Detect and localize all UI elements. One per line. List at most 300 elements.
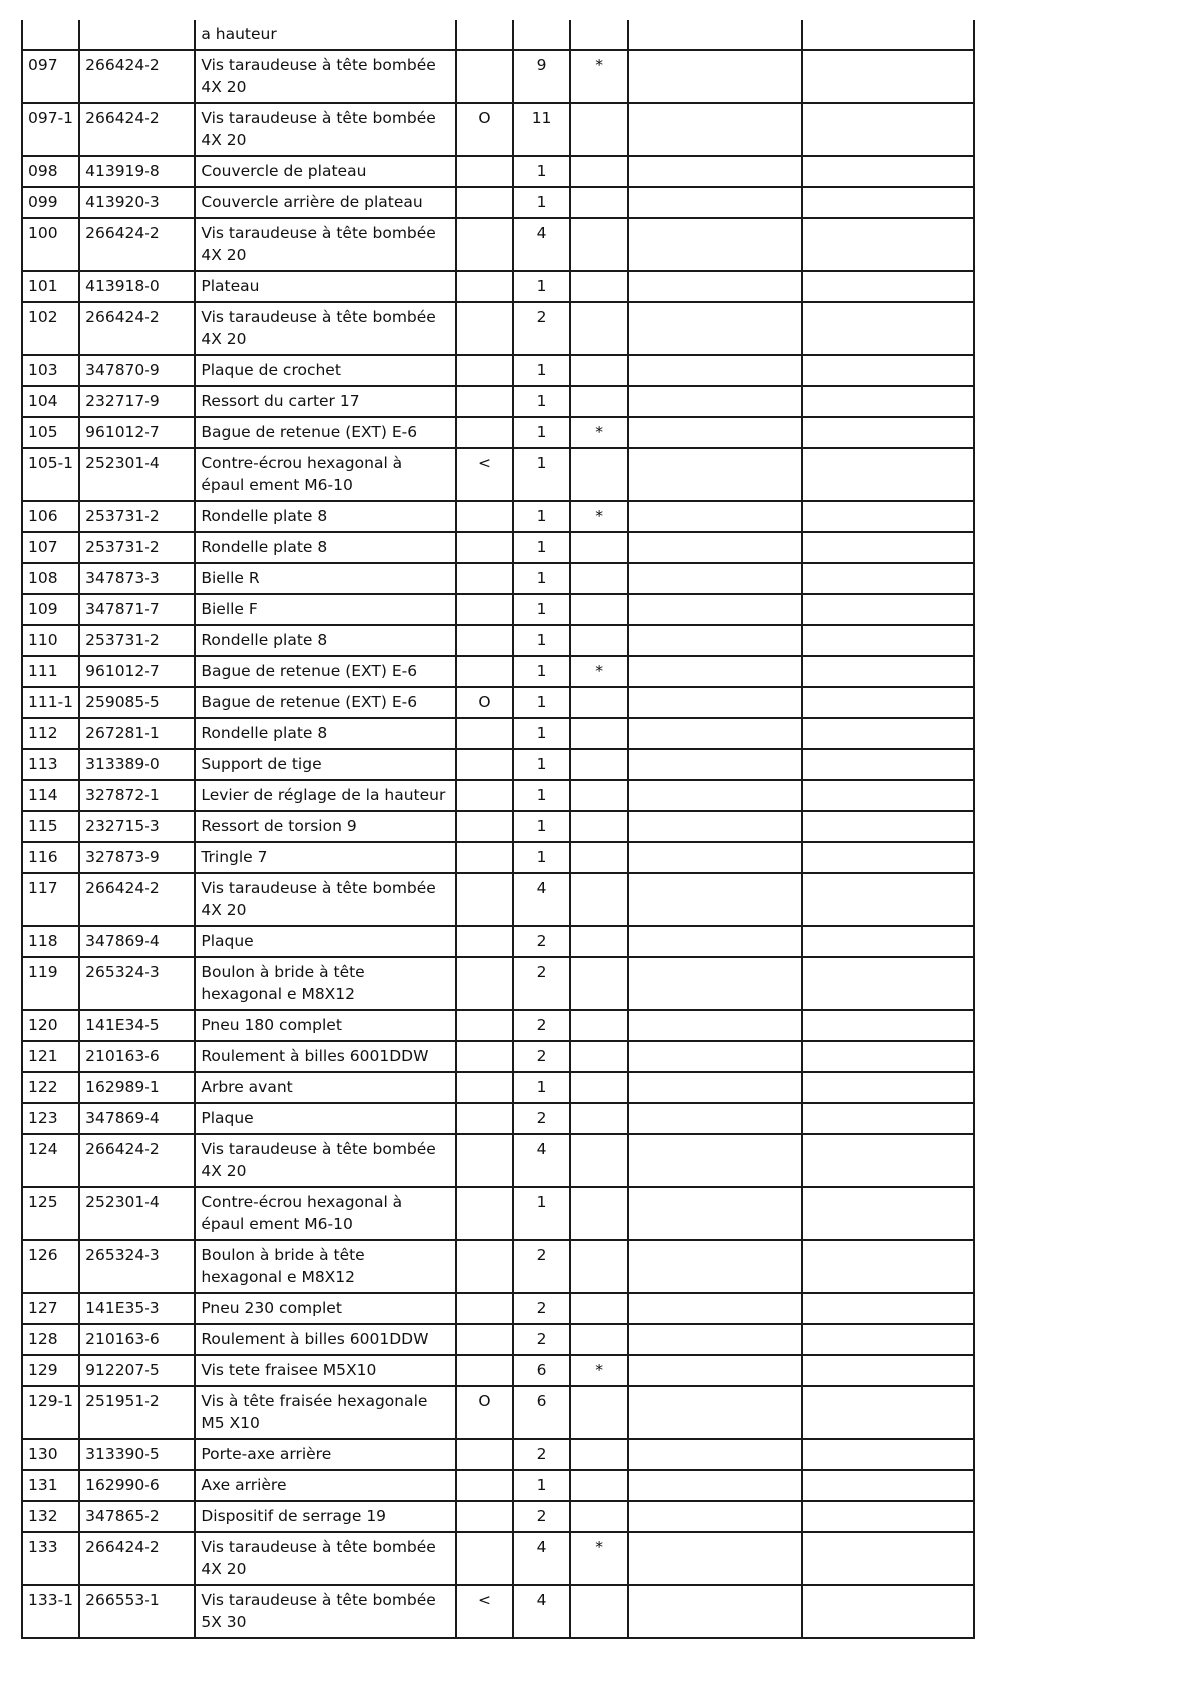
description-cell: Boulon à bride à tête hexagonal e M8X12 (195, 1240, 456, 1293)
description-cell: Bielle R (195, 563, 456, 594)
table-row (22, 1103, 974, 1134)
description-cell: Vis taraudeuse à tête bombée 4X 20 (195, 1532, 456, 1585)
extra-column-1-cell (628, 957, 801, 1010)
quantity-cell: 1 (513, 563, 570, 594)
item-number-cell: 126 (22, 1240, 79, 1293)
extra-column-1-cell (628, 749, 801, 780)
extra-column-2-cell (802, 187, 974, 218)
extra-column-2-cell (802, 625, 974, 656)
table-row (22, 718, 974, 749)
extra-column-2-cell (802, 811, 974, 842)
change-flag-cell (456, 1501, 513, 1532)
table-row (22, 1585, 974, 1638)
part-number-cell: 327872-1 (79, 780, 195, 811)
extra-column-2-cell (802, 718, 974, 749)
item-number-cell: 112 (22, 718, 79, 749)
extra-column-2-cell (802, 386, 974, 417)
note-cell (570, 811, 628, 842)
part-number-cell: 253731-2 (79, 532, 195, 563)
quantity-cell: 4 (513, 218, 570, 271)
extra-column-1-cell (628, 811, 801, 842)
description-cell: Vis taraudeuse à tête bombée 4X 20 (195, 1134, 456, 1187)
extra-column-2-cell (802, 563, 974, 594)
change-flag-cell (456, 187, 513, 218)
description-cell: Ressort du carter 17 (195, 386, 456, 417)
description-cell: Bielle F (195, 594, 456, 625)
extra-column-2-cell (802, 271, 974, 302)
description-cell: Plaque (195, 1103, 456, 1134)
table-row (22, 20, 974, 50)
description-cell: Rondelle plate 8 (195, 718, 456, 749)
item-number-cell: 110 (22, 625, 79, 656)
quantity-cell: 1 (513, 811, 570, 842)
part-number-cell: 347873-3 (79, 563, 195, 594)
part-number-cell: 313389-0 (79, 749, 195, 780)
extra-column-1-cell (628, 1501, 801, 1532)
note-cell (570, 780, 628, 811)
note-cell (570, 873, 628, 926)
item-number-cell: 102 (22, 302, 79, 355)
item-number-cell: 133-1 (22, 1585, 79, 1638)
note-cell (570, 1187, 628, 1240)
description-cell: Rondelle plate 8 (195, 501, 456, 532)
part-number-cell: 266424-2 (79, 218, 195, 271)
extra-column-2-cell (802, 1072, 974, 1103)
description-cell: Pneu 230 complet (195, 1293, 456, 1324)
extra-column-1-cell (628, 218, 801, 271)
part-number-cell: 253731-2 (79, 625, 195, 656)
extra-column-2-cell (802, 1386, 974, 1439)
description-cell: Vis taraudeuse à tête bombée 4X 20 (195, 50, 456, 103)
item-number-cell: 129 (22, 1355, 79, 1386)
extra-column-1-cell (628, 1439, 801, 1470)
extra-column-1-cell (628, 625, 801, 656)
change-flag-cell (456, 271, 513, 302)
extra-column-2-cell (802, 103, 974, 156)
extra-column-1-cell (628, 1355, 801, 1386)
note-cell (570, 749, 628, 780)
item-number-cell: 103 (22, 355, 79, 386)
item-number-cell: 119 (22, 957, 79, 1010)
item-number-cell: 097 (22, 50, 79, 103)
quantity-cell: 4 (513, 873, 570, 926)
part-number-cell: 266424-2 (79, 1134, 195, 1187)
extra-column-2-cell (802, 656, 974, 687)
note-cell (570, 1041, 628, 1072)
table-row (22, 563, 974, 594)
item-number-cell: 122 (22, 1072, 79, 1103)
extra-column-1-cell (628, 1386, 801, 1439)
quantity-cell: 1 (513, 355, 570, 386)
table-row (22, 187, 974, 218)
note-cell (570, 271, 628, 302)
description-cell: Rondelle plate 8 (195, 625, 456, 656)
quantity-cell: 1 (513, 532, 570, 563)
table-row (22, 811, 974, 842)
quantity-cell: 2 (513, 302, 570, 355)
extra-column-1-cell (628, 718, 801, 749)
quantity-cell: 1 (513, 594, 570, 625)
change-flag-cell (456, 1103, 513, 1134)
item-number-cell: 111 (22, 656, 79, 687)
part-number-cell: 413920-3 (79, 187, 195, 218)
note-cell (570, 842, 628, 873)
extra-column-2-cell (802, 687, 974, 718)
description-cell: Arbre avant (195, 1072, 456, 1103)
extra-column-2-cell (802, 1010, 974, 1041)
change-flag-cell (456, 302, 513, 355)
note-cell (570, 625, 628, 656)
item-number-cell: 100 (22, 218, 79, 271)
table-row (22, 1187, 974, 1240)
item-number-cell: 109 (22, 594, 79, 625)
item-number-cell: 116 (22, 842, 79, 873)
table-row (22, 532, 974, 563)
extra-column-1-cell (628, 1470, 801, 1501)
description-cell: Dispositif de serrage 19 (195, 1501, 456, 1532)
quantity-cell: 11 (513, 103, 570, 156)
table-row (22, 656, 974, 687)
extra-column-1-cell (628, 20, 801, 50)
note-cell (570, 355, 628, 386)
change-flag-cell (456, 417, 513, 448)
change-flag-cell (456, 1293, 513, 1324)
item-number-cell: 104 (22, 386, 79, 417)
quantity-cell: 1 (513, 187, 570, 218)
part-number-cell: 313390-5 (79, 1439, 195, 1470)
quantity-cell: 2 (513, 1439, 570, 1470)
extra-column-1-cell (628, 103, 801, 156)
table-row (22, 1324, 974, 1355)
change-flag-cell (456, 811, 513, 842)
note-cell: * (570, 417, 628, 448)
part-number-cell: 253731-2 (79, 501, 195, 532)
quantity-cell: 6 (513, 1355, 570, 1386)
item-number-cell: 105-1 (22, 448, 79, 501)
item-number-cell: 108 (22, 563, 79, 594)
description-cell: Couvercle de plateau (195, 156, 456, 187)
extra-column-2-cell (802, 1355, 974, 1386)
note-cell (570, 957, 628, 1010)
part-number-cell: 912207-5 (79, 1355, 195, 1386)
description-cell: Vis tete fraisee M5X10 (195, 1355, 456, 1386)
item-number-cell: 132 (22, 1501, 79, 1532)
table-row (22, 1532, 974, 1585)
item-number-cell: 114 (22, 780, 79, 811)
part-number-cell: 210163-6 (79, 1041, 195, 1072)
extra-column-2-cell (802, 1532, 974, 1585)
description-cell: Vis taraudeuse à tête bombée 4X 20 (195, 302, 456, 355)
quantity-cell: 1 (513, 271, 570, 302)
note-cell (570, 103, 628, 156)
note-cell (570, 1470, 628, 1501)
description-cell: Vis taraudeuse à tête bombée 4X 20 (195, 873, 456, 926)
extra-column-1-cell (628, 501, 801, 532)
part-number-cell: 961012-7 (79, 417, 195, 448)
item-number-cell: 123 (22, 1103, 79, 1134)
description-cell: Roulement à billes 6001DDW (195, 1324, 456, 1355)
description-cell: Contre-écrou hexagonal à épaul ement M6-10 (195, 1187, 456, 1240)
part-number-cell (79, 20, 195, 50)
note-cell: * (570, 1532, 628, 1585)
extra-column-1-cell (628, 1041, 801, 1072)
part-number-cell: 141E34-5 (79, 1010, 195, 1041)
table-row (22, 1240, 974, 1293)
item-number-cell: 131 (22, 1470, 79, 1501)
quantity-cell: 1 (513, 156, 570, 187)
extra-column-1-cell (628, 187, 801, 218)
change-flag-cell (456, 656, 513, 687)
quantity-cell: 2 (513, 1501, 570, 1532)
item-number-cell: 097-1 (22, 103, 79, 156)
extra-column-2-cell (802, 780, 974, 811)
part-number-cell: 413919-8 (79, 156, 195, 187)
extra-column-2-cell (802, 1103, 974, 1134)
part-number-cell: 347865-2 (79, 1501, 195, 1532)
part-number-cell: 961012-7 (79, 656, 195, 687)
part-number-cell: 232717-9 (79, 386, 195, 417)
quantity-cell: 2 (513, 1010, 570, 1041)
table-row (22, 1355, 974, 1386)
table-row (22, 780, 974, 811)
item-number-cell: 105 (22, 417, 79, 448)
extra-column-1-cell (628, 1240, 801, 1293)
item-number-cell: 121 (22, 1041, 79, 1072)
part-number-cell: 347869-4 (79, 1103, 195, 1134)
description-cell: Plateau (195, 271, 456, 302)
extra-column-1-cell (628, 594, 801, 625)
change-flag-cell (456, 1041, 513, 1072)
table-row (22, 1501, 974, 1532)
note-cell (570, 1501, 628, 1532)
part-number-cell: 266424-2 (79, 1532, 195, 1585)
extra-column-1-cell (628, 656, 801, 687)
description-cell: Levier de réglage de la hauteur (195, 780, 456, 811)
part-number-cell: 266424-2 (79, 302, 195, 355)
description-cell: Boulon à bride à tête hexagonal e M8X12 (195, 957, 456, 1010)
extra-column-1-cell (628, 873, 801, 926)
parts-list-table (21, 20, 975, 1639)
part-number-cell: 266424-2 (79, 50, 195, 103)
quantity-cell: 1 (513, 780, 570, 811)
extra-column-2-cell (802, 1585, 974, 1638)
extra-column-1-cell (628, 156, 801, 187)
extra-column-1-cell (628, 532, 801, 563)
item-number-cell: 127 (22, 1293, 79, 1324)
description-cell: Support de tige (195, 749, 456, 780)
extra-column-1-cell (628, 563, 801, 594)
quantity-cell: 4 (513, 1134, 570, 1187)
description-cell: Pneu 180 complet (195, 1010, 456, 1041)
note-cell (570, 302, 628, 355)
part-number-cell: 251951-2 (79, 1386, 195, 1439)
item-number-cell: 130 (22, 1439, 79, 1470)
parts-list-body (22, 20, 974, 1638)
quantity-cell: 1 (513, 625, 570, 656)
change-flag-cell (456, 749, 513, 780)
part-number-cell: 327873-9 (79, 842, 195, 873)
description-cell: Porte-axe arrière (195, 1439, 456, 1470)
note-cell (570, 1134, 628, 1187)
item-number-cell: 124 (22, 1134, 79, 1187)
quantity-cell: 1 (513, 1187, 570, 1240)
extra-column-1-cell (628, 1293, 801, 1324)
extra-column-1-cell (628, 1103, 801, 1134)
quantity-cell: 4 (513, 1585, 570, 1638)
table-row (22, 1072, 974, 1103)
extra-column-1-cell (628, 1134, 801, 1187)
quantity-cell: 1 (513, 842, 570, 873)
table-row (22, 1010, 974, 1041)
change-flag-cell (456, 532, 513, 563)
table-row (22, 501, 974, 532)
extra-column-2-cell (802, 1470, 974, 1501)
note-cell (570, 563, 628, 594)
note-cell (570, 218, 628, 271)
description-cell: Couvercle arrière de plateau (195, 187, 456, 218)
part-number-cell: 252301-4 (79, 1187, 195, 1240)
note-cell (570, 1103, 628, 1134)
description-cell: Plaque de crochet (195, 355, 456, 386)
change-flag-cell (456, 625, 513, 656)
change-flag-cell (456, 1187, 513, 1240)
extra-column-1-cell (628, 842, 801, 873)
quantity-cell: 2 (513, 1324, 570, 1355)
change-flag-cell (456, 50, 513, 103)
description-cell: Rondelle plate 8 (195, 532, 456, 563)
part-number-cell: 162989-1 (79, 1072, 195, 1103)
extra-column-2-cell (802, 749, 974, 780)
quantity-cell: 2 (513, 1240, 570, 1293)
description-cell: Tringle 7 (195, 842, 456, 873)
extra-column-1-cell (628, 687, 801, 718)
change-flag-cell (456, 842, 513, 873)
description-cell: Axe arrière (195, 1470, 456, 1501)
extra-column-2-cell (802, 20, 974, 50)
extra-column-2-cell (802, 1041, 974, 1072)
change-flag-cell (456, 1532, 513, 1585)
table-row (22, 625, 974, 656)
extra-column-1-cell (628, 386, 801, 417)
extra-column-1-cell (628, 355, 801, 386)
item-number-cell: 120 (22, 1010, 79, 1041)
part-number-cell: 266424-2 (79, 103, 195, 156)
quantity-cell: 2 (513, 1041, 570, 1072)
item-number-cell: 117 (22, 873, 79, 926)
item-number-cell: 099 (22, 187, 79, 218)
item-number-cell: 098 (22, 156, 79, 187)
table-row (22, 926, 974, 957)
item-number-cell: 128 (22, 1324, 79, 1355)
extra-column-2-cell (802, 218, 974, 271)
change-flag-cell (456, 563, 513, 594)
change-flag-cell: O (456, 1386, 513, 1439)
description-cell: Vis à tête fraisée hexagonale M5 X10 (195, 1386, 456, 1439)
extra-column-2-cell (802, 50, 974, 103)
change-flag-cell (456, 594, 513, 625)
table-row (22, 749, 974, 780)
description-cell: Roulement à billes 6001DDW (195, 1041, 456, 1072)
note-cell (570, 1439, 628, 1470)
note-cell (570, 1324, 628, 1355)
extra-column-2-cell (802, 1293, 974, 1324)
part-number-cell: 265324-3 (79, 1240, 195, 1293)
note-cell (570, 1240, 628, 1293)
table-row (22, 271, 974, 302)
change-flag-cell (456, 780, 513, 811)
description-cell: Bague de retenue (EXT) E-6 (195, 656, 456, 687)
extra-column-2-cell (802, 594, 974, 625)
change-flag-cell (456, 355, 513, 386)
extra-column-2-cell (802, 926, 974, 957)
extra-column-1-cell (628, 1187, 801, 1240)
item-number-cell: 125 (22, 1187, 79, 1240)
table-row (22, 1293, 974, 1324)
table-row (22, 355, 974, 386)
table-row (22, 218, 974, 271)
part-number-cell: 210163-6 (79, 1324, 195, 1355)
part-number-cell: 347870-9 (79, 355, 195, 386)
note-cell (570, 1072, 628, 1103)
description-cell: Vis taraudeuse à tête bombée 5X 30 (195, 1585, 456, 1638)
change-flag-cell (456, 718, 513, 749)
table-row (22, 1470, 974, 1501)
extra-column-1-cell (628, 1010, 801, 1041)
extra-column-1-cell (628, 271, 801, 302)
extra-column-1-cell (628, 926, 801, 957)
table-row (22, 842, 974, 873)
note-cell (570, 1386, 628, 1439)
part-number-cell: 413918-0 (79, 271, 195, 302)
change-flag-cell (456, 1324, 513, 1355)
extra-column-1-cell (628, 417, 801, 448)
extra-column-2-cell (802, 355, 974, 386)
table-row (22, 417, 974, 448)
change-flag-cell (456, 1010, 513, 1041)
change-flag-cell (456, 501, 513, 532)
table-row (22, 386, 974, 417)
item-number-cell: 107 (22, 532, 79, 563)
note-cell (570, 594, 628, 625)
table-row (22, 957, 974, 1010)
change-flag-cell: O (456, 687, 513, 718)
note-cell (570, 1585, 628, 1638)
part-number-cell: 347869-4 (79, 926, 195, 957)
extra-column-1-cell (628, 448, 801, 501)
change-flag-cell (456, 873, 513, 926)
item-number-cell: 101 (22, 271, 79, 302)
extra-column-1-cell (628, 1585, 801, 1638)
part-number-cell: 267281-1 (79, 718, 195, 749)
item-number-cell: 111-1 (22, 687, 79, 718)
change-flag-cell (456, 1355, 513, 1386)
part-number-cell: 347871-7 (79, 594, 195, 625)
quantity-cell: 1 (513, 749, 570, 780)
quantity-cell: 1 (513, 448, 570, 501)
part-number-cell: 141E35-3 (79, 1293, 195, 1324)
table-row (22, 1386, 974, 1439)
quantity-cell: 1 (513, 718, 570, 749)
description-cell: Plaque (195, 926, 456, 957)
note-cell (570, 386, 628, 417)
item-number-cell: 115 (22, 811, 79, 842)
extra-column-2-cell (802, 1439, 974, 1470)
change-flag-cell: O (456, 103, 513, 156)
change-flag-cell (456, 1134, 513, 1187)
description-cell: Vis taraudeuse à tête bombée 4X 20 (195, 218, 456, 271)
quantity-cell: 6 (513, 1386, 570, 1439)
note-cell (570, 1293, 628, 1324)
